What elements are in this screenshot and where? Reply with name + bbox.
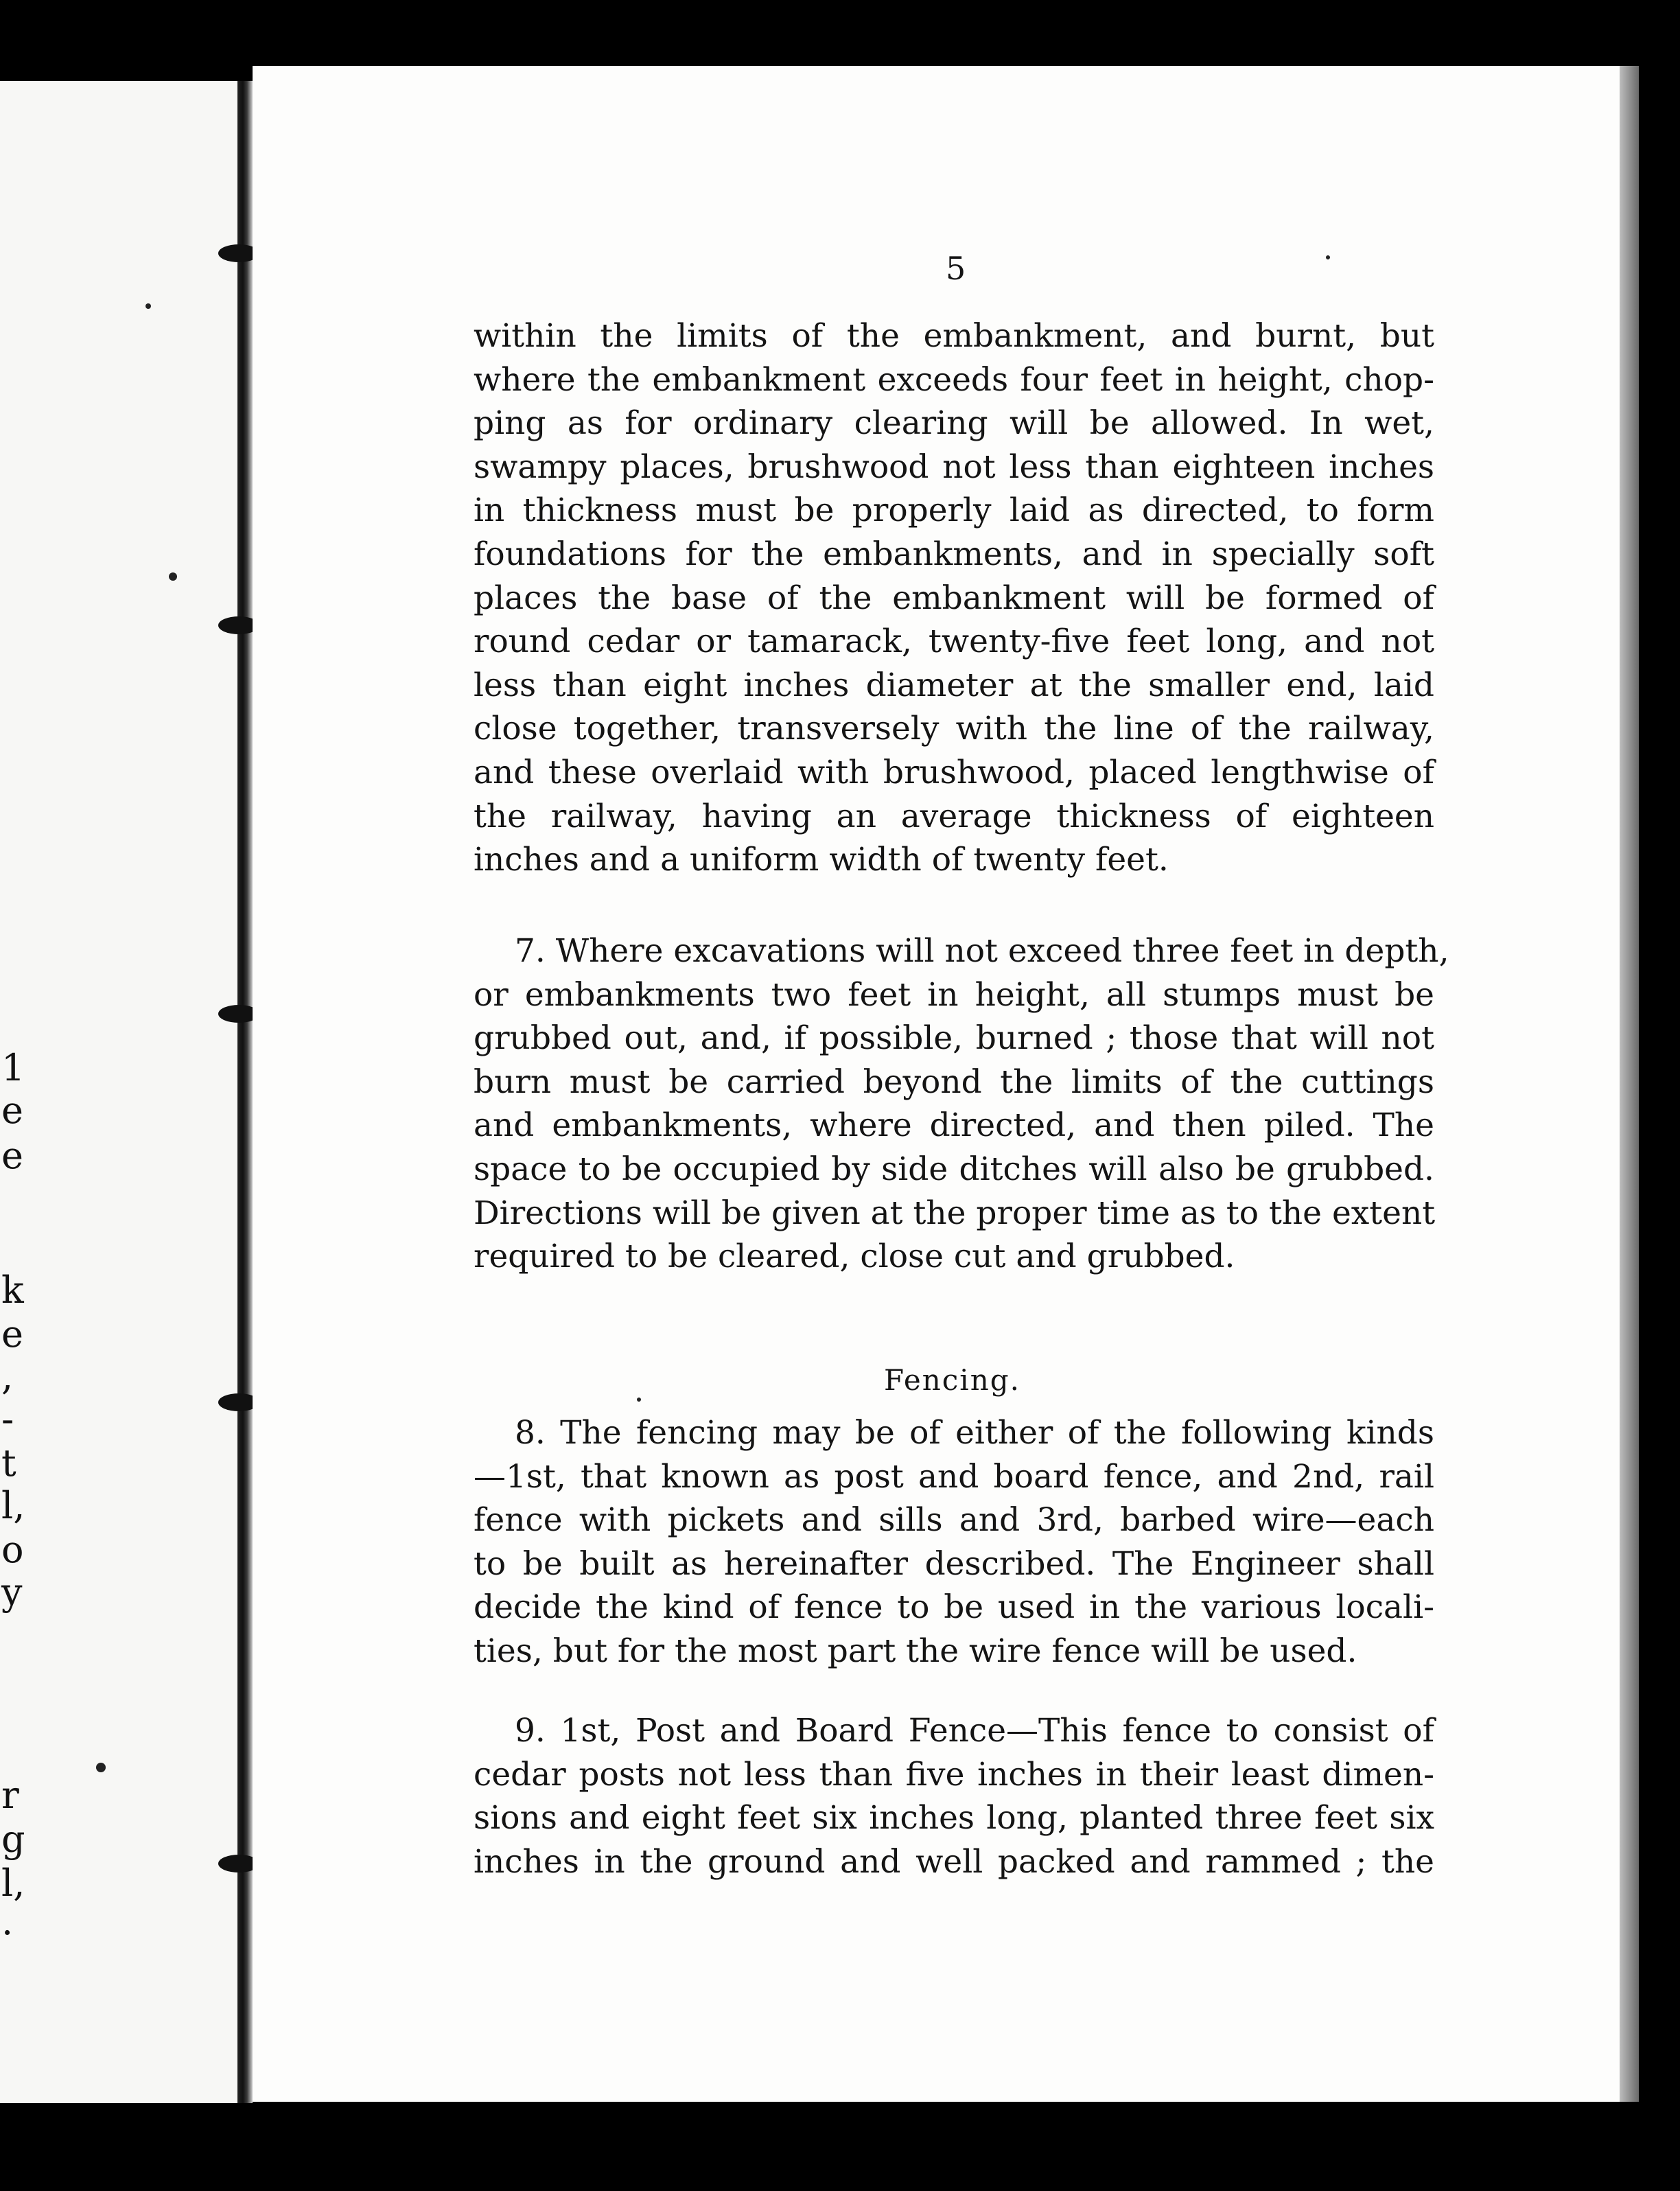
text-line: where the embankment exceeds four feet in height, chop-	[474, 360, 1434, 399]
margin-letter: o	[1, 1528, 24, 1571]
dust-speck	[1326, 255, 1330, 259]
text-line: places the base of the embankment will be formed of	[474, 579, 1434, 617]
text-line: close together, transversely with the line of the railway,	[474, 710, 1434, 748]
text-line: —1st, that known as post and board fence, and 2nd, rail	[474, 1457, 1434, 1496]
text-line: cedar posts not less than five inches in their least dimen-	[474, 1755, 1434, 1794]
text-line: 7. Where excavations will not exceed three feet in depth,	[515, 932, 1449, 970]
left-page-cut-text	[1, 81, 29, 2103]
margin-letter: l,	[1, 1484, 25, 1527]
section-heading-fencing: Fencing.	[884, 1363, 1020, 1397]
margin-letter: k	[1, 1268, 24, 1312]
margin-letter: t	[1, 1441, 16, 1485]
margin-letter: e	[1, 1312, 23, 1356]
text-line: required to be cleared, close cut and grubbed.	[474, 1238, 1235, 1276]
text-line: and embankments, where directed, and then piled. The	[474, 1106, 1434, 1145]
text-line: or embankments two feet in height, all stumps must be	[474, 975, 1434, 1014]
margin-letter: e	[1, 1134, 23, 1177]
text-line: to be built as hereinafter described. The Engineer shall	[474, 1544, 1434, 1583]
text-line: 9. 1st, Post and Board Fence—This fence to consist of	[515, 1712, 1434, 1750]
text-line: fence with pickets and sills and 3rd, barbed wire—each	[474, 1501, 1434, 1540]
page-number: 5	[946, 250, 966, 287]
margin-letter: r	[1, 1774, 19, 1817]
text-line: 8. The fencing may be of either of the following kinds	[515, 1414, 1434, 1452]
dust-speck	[96, 1763, 106, 1772]
book-gutter	[237, 81, 253, 2103]
text-line: foundations for the embankments, and in specially soft	[474, 535, 1434, 573]
margin-letter: 1	[1, 1046, 25, 1089]
margin-letter: .	[1, 1900, 14, 1943]
margin-letter: l,	[1, 1862, 25, 1905]
margin-letter: -	[1, 1398, 14, 1441]
text-line: and these overlaid with brushwood, placed lengthwise of	[474, 753, 1434, 791]
text-line: Directions will be given at the proper time as to the extent	[474, 1194, 1436, 1232]
text-line: inches and a uniform width of twenty feet.	[474, 841, 1169, 879]
text-line: ping as for ordinary clearing will be allowed. In wet,	[474, 404, 1434, 443]
dust-speck	[169, 572, 177, 581]
text-line: less than eight inches diameter at the smaller end, laid	[474, 666, 1434, 704]
margin-letter: ,	[1, 1355, 14, 1398]
right-page	[253, 66, 1620, 2102]
paragraph-9	[474, 1709, 1434, 1883]
dust-speck	[145, 303, 151, 309]
dust-speck	[637, 1398, 641, 1402]
text-line: swampy places, brushwood not less than eighteen inches	[474, 448, 1434, 486]
left-page-fragment	[0, 81, 237, 2103]
margin-letter: y	[1, 1570, 23, 1614]
text-line: round cedar or tamarack, twenty-five feet long, and not	[474, 623, 1434, 661]
margin-letter: e	[1, 1089, 23, 1132]
text-line: space to be occupied by side ditches will also be grubbed.	[474, 1150, 1434, 1188]
text-line: inches in the ground and well packed and rammed ; the	[474, 1842, 1434, 1881]
paragraph-8	[474, 1411, 1434, 1673]
text-line: grubbed out, and, if possible, burned ; those that will not	[474, 1019, 1434, 1058]
text-line: decide the kind of fence to be used in the various locali-	[474, 1588, 1434, 1627]
text-line: in thickness must be properly laid as directed, to form	[474, 491, 1434, 530]
text-line: the railway, having an average thickness of eighteen	[474, 797, 1434, 835]
page-edge-shadow	[1620, 66, 1639, 2102]
paragraph-continued	[474, 314, 1434, 882]
margin-letter: g	[1, 1818, 25, 1861]
paragraph-7	[474, 929, 1449, 1279]
text-line: burn must be carried beyond the limits of the cuttings	[474, 1063, 1434, 1101]
text-line: sions and eight feet six inches long, planted three feet six	[474, 1799, 1434, 1838]
text-line: within the limits of the embankment, and burnt, but	[474, 317, 1434, 355]
text-line: ties, but for the most part the wire fence will be used.	[474, 1632, 1357, 1670]
